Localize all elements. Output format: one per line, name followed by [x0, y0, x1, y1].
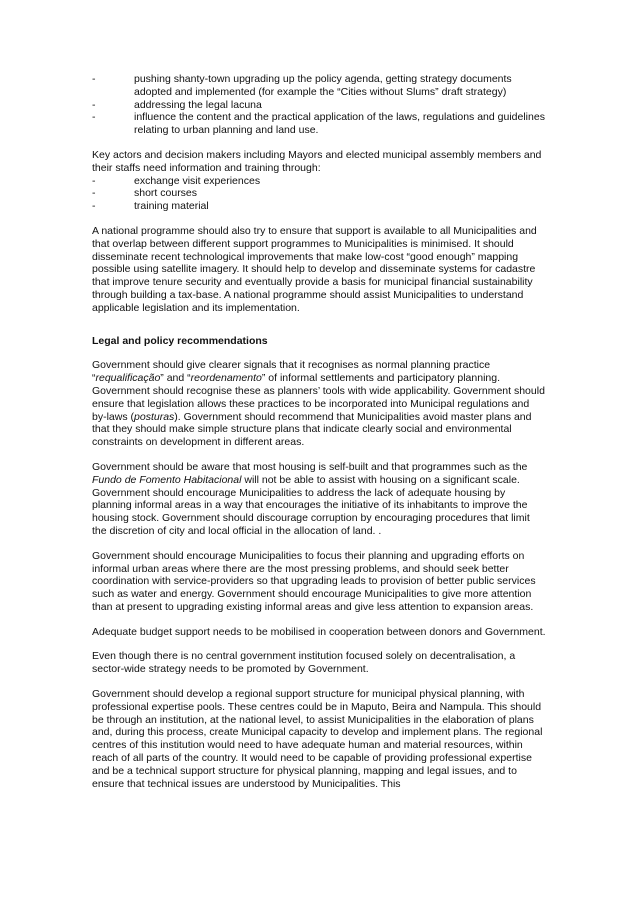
focus-paragraph: Government should encourage Municipalities to focus their planning and upgrading efforts on informal urban areas where there are the most pressing problems, and should seek better coordination with service-providers so that upgrading leads to provision of better public services such as water and energy. Government should encourage Municipalities to give more attention than at present to upgrading existing informal areas and give less attention to expansion areas. [92, 549, 536, 613]
key-actors-paragraph: Key actors and decision makers including Mayors and elected municipal assembly members and their staffs need information and training through: [92, 148, 542, 174]
planning-signals-paragraph: Government should give clearer signals that it recognises as normal planning practice “requalificação” and “reordenamento” of informal settlements and participatory planning. Government should recognise these as planners’ tools with wide applicability. Government should ensure that legislation allows these practices to be incorporated into Municipal regulations and by-laws (posturas). Government should recommend that Municipalities avoid master plans and that they should make simple structure plans that indicate clearly social and environmental constraints on development in different areas. [92, 359, 545, 449]
bullet-text: influence the content and the practical application of the laws, regulations and guidelines relating to urban planning and land use. [134, 111, 545, 137]
bullet-dash: - [92, 98, 96, 111]
bullet-text: training material [134, 200, 209, 213]
decentralisation-paragraph: Even though there is no central government institution focused solely on decentralisation, a sector-wide strategy needs to be promoted by Government. [92, 650, 516, 676]
bullet-text: addressing the legal lacuna [134, 98, 262, 111]
bullet-item [92, 73, 546, 99]
housing-paragraph: Government should be aware that most housing is self-built and that programmes such as the Fundo de Fomento Habitacional will not be able to assist with housing on a significant scale. Government should encourage Municipalities to address the lack of adequate housing by planning informal areas in a way that encourages the initiative of its inhabitants to improve the housing stock. Government should discourage corruption by encouraging procedures that limit the discretion of city and local official in the allocation of land. . [92, 460, 530, 537]
bullet-dash: - [92, 187, 96, 200]
bullet-text: exchange visit experiences [134, 174, 261, 187]
bullet-item [92, 175, 546, 188]
bullet-item [92, 187, 546, 200]
bullet-dash: - [92, 174, 96, 187]
regional-support-paragraph: Government should develop a regional support structure for municipal physical planning, with professional expertise pools. These centres could be in Maputo, Beira and Nampula. This should be through an institution, at the national level, to assist Municipalities in the elaboration of plans and, during this process, create Municipal capacity to develop and implement plans. The regional centres of this institution would need to have adequate human and material resources, within reach of all parts of the country. It would need to be capable of providing professional expertise and be a technical support structure for physical planning, mapping and legal issues, and to ensure that technical issues are understood by Municipalities. This [92, 688, 543, 790]
budget-paragraph: Adequate budget support needs to be mobilised in cooperation between donors and Government. [92, 625, 546, 638]
bullet-item [92, 200, 546, 213]
bullet-dash: - [92, 111, 96, 124]
bullet-dash: - [92, 200, 96, 213]
bullet-item [92, 111, 546, 137]
bullet-text: pushing shanty-town upgrading up the policy agenda, getting strategy documents adopted and implemented (for example the “Cities without Slums” draft strategy) [134, 73, 512, 98]
section-heading: Legal and policy recommendations [92, 334, 268, 347]
bullet-text: short courses [134, 187, 198, 200]
bullet-item [92, 99, 546, 112]
bullet-dash: - [92, 73, 96, 85]
national-programme-paragraph: A national programme should also try to ensure that support is available to all Municipalities and that overlap between different support programmes to Municipalities is minimised. It should disseminate recent technological improvements that make low-cost “good enough” mapping possible using satellite imagery. It should help to develop and disseminate systems for cadastre that improve tenure security and eventually provide a basis for municipal financial sustainability through building a tax-base. A national programme should assist Municipalities to understand applicable legislation and its implementation. [92, 224, 537, 314]
